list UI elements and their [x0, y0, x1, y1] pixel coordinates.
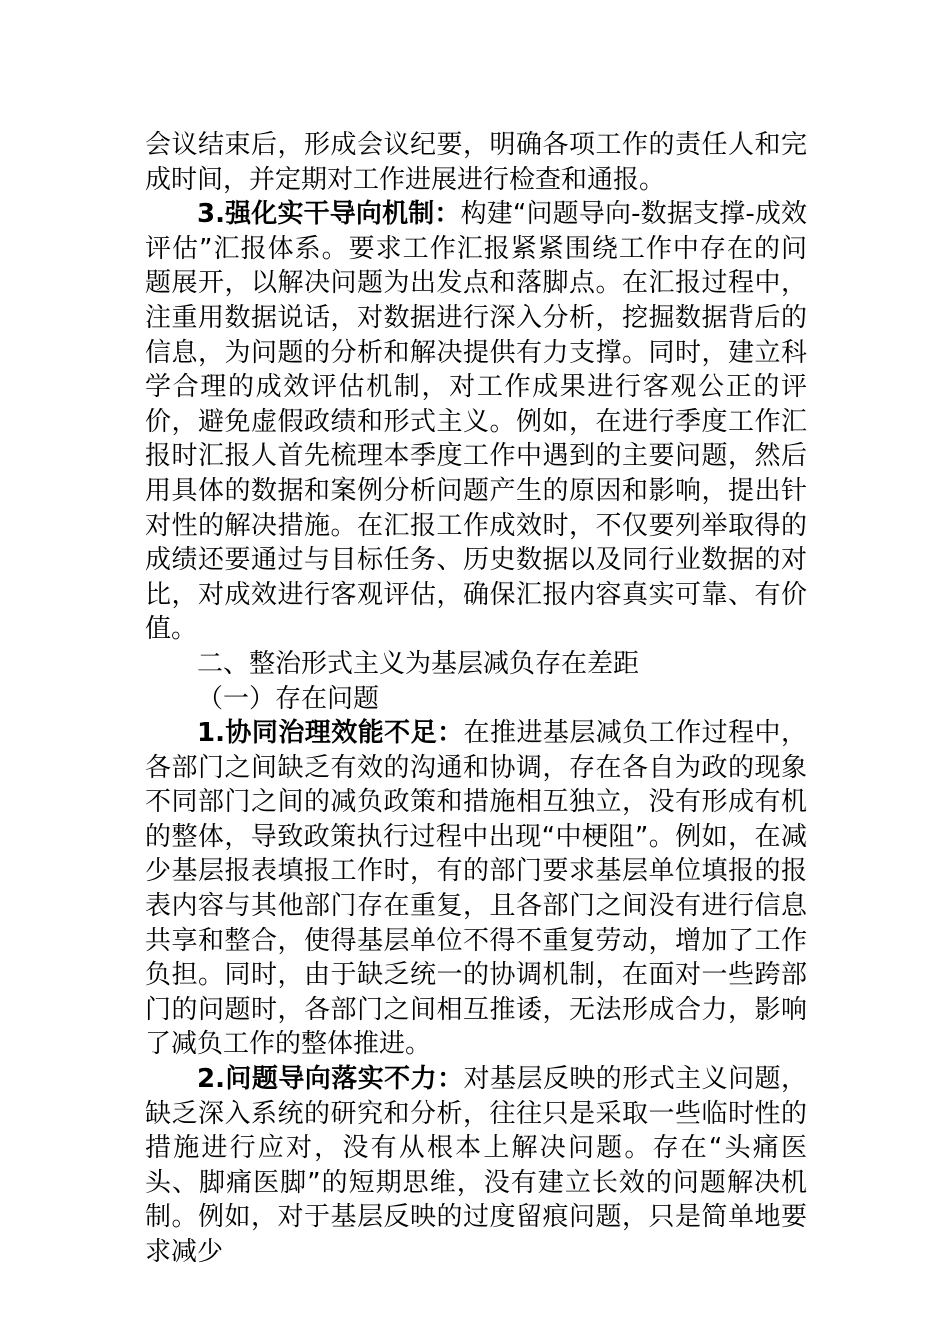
paragraph-problem-orientation — [145, 1062, 807, 1270]
paragraph-lead-heading: 3.强化实干导向机制： — [197, 199, 461, 230]
section-heading-2 — [145, 647, 807, 682]
paragraph-text: 在推进基层减负工作过程中，各部门之间缺乏有效的沟通和协调，存在各自为政的现象不同部门之间的减负政策和措施相互独立，没有形成有机的整体，导致政策执行过程中出现“中梗阻”。例如，在减少基层报表填报工作时，有的部门要求基层单位填报的报表内容与其他部门存在重复，且各部门之间没有进行信息共享和整合，使得基层单位不得不重复劳动，增加了工作负担。同时，由于缺乏统一的协调机制，在面对一些跨部门的问题时，各部门之间相互推诿，无法形成合力，影响了减负工作的整体推进。 — [145, 718, 807, 1060]
paragraph-lead-heading: 2.问题导向落实不力： — [197, 1064, 464, 1095]
paragraph-lead-heading: 1.协同治理效能不足： — [197, 718, 464, 749]
subsection-heading-text: （一）存在问题 — [197, 683, 380, 714]
paragraph-text: 对基层反映的形式主义问题，缺乏深入系统的研究和分析，往往只是采取一些临时性的措施进行应对，没有从根本上解决问题。存在“头痛医头、脚痛医脚”的短期思维，没有建立长效的问题解决机制。例如，对于基层反映的过度留痕问题，只是简单地要求减少 — [145, 1064, 807, 1267]
paragraph-collaborative-governance — [145, 716, 807, 1062]
document-body — [145, 128, 807, 1270]
subsection-heading-1 — [145, 682, 807, 717]
paragraph-practical-mechanism — [145, 197, 807, 647]
section-heading-text: 二、整治形式主义为基层减负存在差距 — [197, 648, 640, 679]
paragraph-text: 会议结束后，形成会议纪要，明确各项工作的责任人和完成时间，并定期对工作进展进行检查和通报。 — [145, 130, 807, 195]
paragraph-meeting-minutes — [145, 128, 807, 197]
paragraph-text: 构建“问题导向-数据支撑-成效评估”汇报体系。要求工作汇报紧紧围绕工作中存在的问题展开，以解决问题为出发点和落脚点。在汇报过程中，注重用数据说话，对数据进行深入分析，挖掘数据背后的信息，为问题的分析和解决提供有力支撑。同时，建立科学合理的成效评估机制，对工作成果进行客观公正的评价，避免虚假政绩和形式主义。例如，在进行季度工作汇报时汇报人首先梳理本季度工作中遇到的主要问题，然后用具体的数据和案例分析问题产生的原因和影响，提出针对性的解决措施。在汇报工作成效时，不仅要列举取得的成绩还要通过与目标任务、历史数据以及同行业数据的对比，对成效进行客观评估，确保汇报内容真实可靠、有价值。 — [145, 199, 808, 645]
